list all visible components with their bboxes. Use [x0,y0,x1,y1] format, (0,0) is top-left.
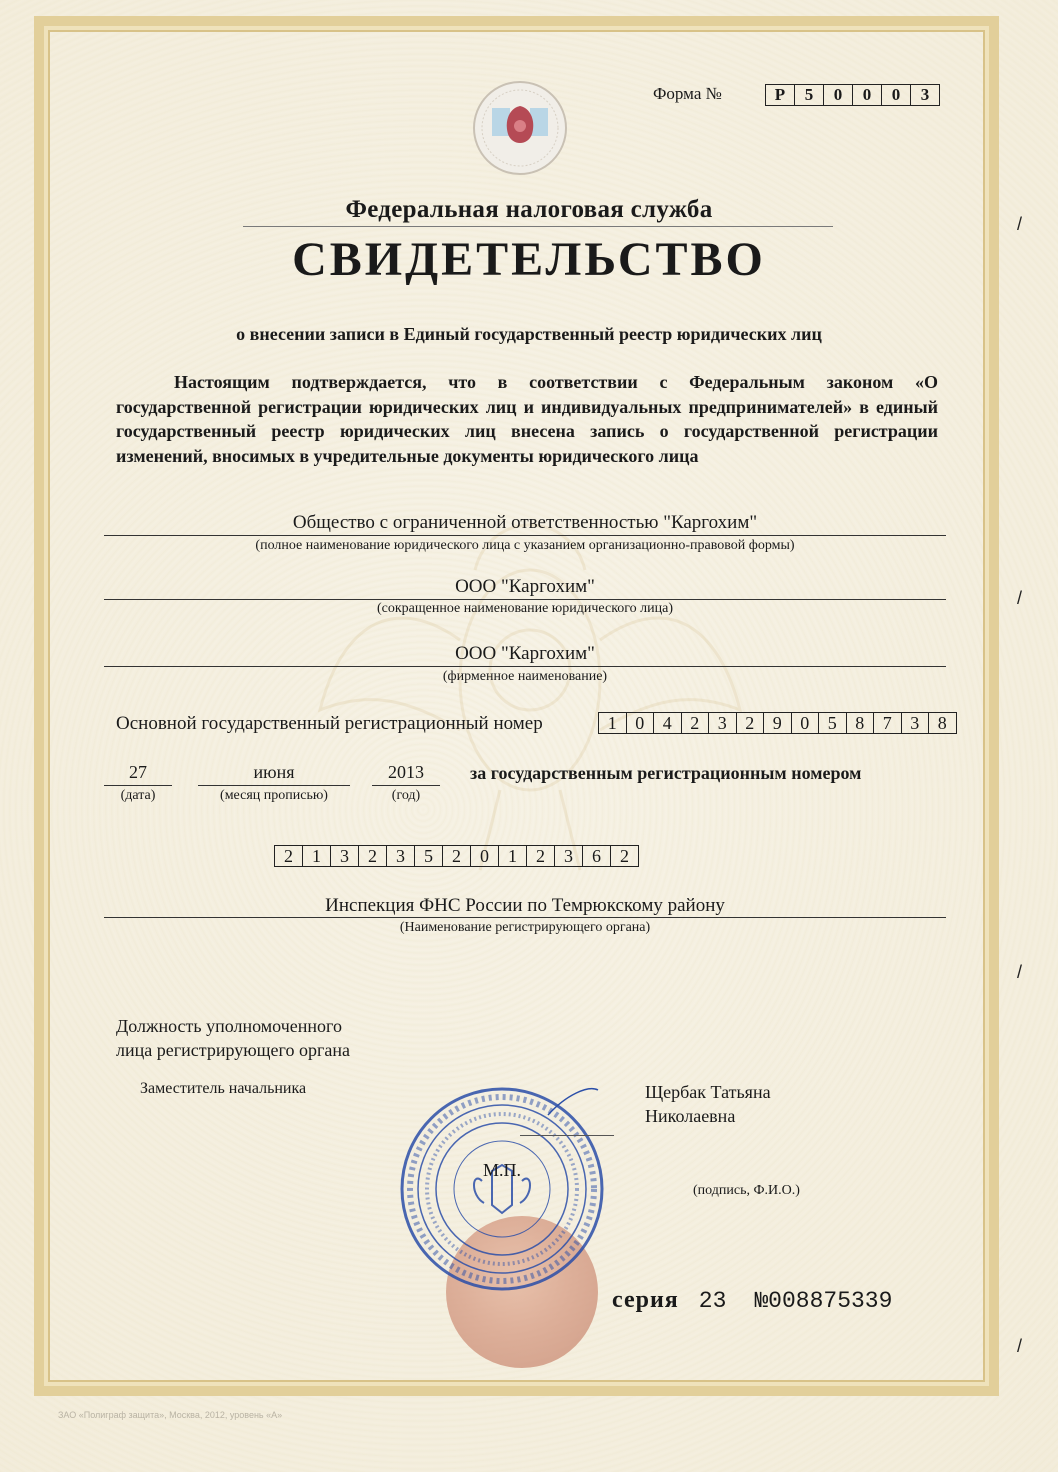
issuing-service: Федеральная налоговая служба [345,196,713,223]
margin-mark: / [1017,214,1023,234]
signer-name-line: Щербак Татьяна [645,1082,771,1102]
ogrn-digit: 0 [792,713,820,733]
double-headed-eagle-emblem-icon [470,78,570,178]
ogrn-digit: 2 [737,713,765,733]
ogrn-digit: 0 [627,713,655,733]
entity-short-name: ООО "Каргохим" [455,576,595,597]
entity-full-name-caption: (полное наименование юридического лица с указанием организационно-правовой формы) [255,538,795,553]
underline [104,917,946,918]
grn-digit: 0 [471,846,499,866]
grn-digit: 1 [303,846,331,866]
grn-digit: 2 [443,846,471,866]
form-number-digit: 5 [795,85,824,105]
confirmation-paragraph: Настоящим подтверждается, что в соответствии с Федеральным законом «О государственной регистрации юридических лиц и индивидуальных предпринимателей» в единый государственный реестр юридических лиц внесена запись о государственной регистрации изменений, вносимых в учредительные документы юридического лица [116,372,938,466]
underline [104,666,946,667]
ogrn-digit: 8 [937,713,947,733]
date-month-caption: (месяц прописью) [220,788,328,803]
grn-number-boxes [274,845,639,867]
ogrn-digit: 1 [599,713,627,733]
date-year: 2013 [388,762,424,782]
underline [104,599,946,600]
ogrn-digit: 7 [874,713,902,733]
position-label [116,1014,350,1062]
date-year-caption: (год) [391,788,421,803]
signature-line [520,1135,614,1136]
date-month: июня [253,762,295,782]
grn-digit: 2 [275,846,303,866]
form-number-digit: 0 [882,85,911,105]
signer-name-line: Николаевна [645,1106,736,1126]
margin-mark: / [1017,588,1023,608]
official-seal-stamp-icon [398,1085,606,1293]
date-day: 27 [129,762,147,782]
position-label-line: Должность уполномоченного [116,1016,342,1036]
signer-name [645,1080,771,1128]
entity-short-name-caption: (сокращенное наименование юридического лица) [376,601,674,616]
margin-mark: / [1017,1336,1023,1356]
ogrn-digit: 8 [847,713,875,733]
ogrn-digit: 3 [902,713,930,733]
ogrn-digit: 9 [764,713,792,733]
form-number-digit: Р [766,85,795,105]
ogrn-digit: 5 [819,713,847,733]
underline [104,785,172,786]
official-position: Заместитель начальника [140,1080,307,1097]
grn-digit: 2 [359,846,387,866]
date-day-caption: (дата) [120,788,156,803]
ogrn-label: Основной государственный регистрационный номер [116,713,543,734]
underline [104,535,946,536]
registering-authority-caption: (Наименование регистрирующего органа) [399,920,651,935]
grn-digit: 5 [415,846,443,866]
grn-digit: 6 [583,846,611,866]
registering-authority-name: Инспекция ФНС России по Темрюкскому району [325,895,725,916]
grn-digit: 3 [387,846,415,866]
grn-digit: 1 [499,846,527,866]
document-title: СВИДЕТЕЛЬСТВО [292,233,766,286]
form-number-digit: 0 [853,85,882,105]
grn-digit: 3 [331,846,359,866]
underline [198,785,350,786]
printer-note: ЗАО «Полиграф защита», Москва, 2012, уровень «А» [58,1410,283,1420]
series-label: серия [612,1287,679,1313]
ogrn-digit: 4 [654,713,682,733]
series-number: 23 [698,1288,727,1314]
grn-digit: 3 [555,846,583,866]
margin-mark: / [1017,962,1023,982]
form-number-digit: 0 [824,85,853,105]
grn-digit: 2 [620,846,629,866]
ogrn-digit: 3 [709,713,737,733]
entity-brand-name: ООО "Каргохим" [455,643,595,664]
grn-digit: 2 [527,846,555,866]
serial-number: №008875339 [754,1288,893,1314]
signature-caption: (подпись, Ф.И.О.) [693,1183,800,1198]
form-number-digit: 3 [920,85,930,104]
stamp-place-label: М.П. [483,1160,522,1180]
ogrn-number-boxes [598,712,957,734]
certificate-series [612,1287,892,1314]
form-number-label: Форма № [653,84,722,103]
grn-label: за государственным регистрационным номером [470,763,862,783]
ogrn-digit: 2 [682,713,710,733]
position-label-line: лица регистрирующего органа [116,1040,350,1060]
form-number-boxes [765,84,940,106]
title-divider [243,226,833,227]
entity-brand-name-caption: (фирменное наименование) [442,669,608,684]
underline [372,785,440,786]
document-subtitle: о внесении записи в Единый государственный реестр юридических лиц [236,324,822,344]
entity-full-name: Общество с ограниченной ответственностью "Каргохим" [292,512,758,533]
